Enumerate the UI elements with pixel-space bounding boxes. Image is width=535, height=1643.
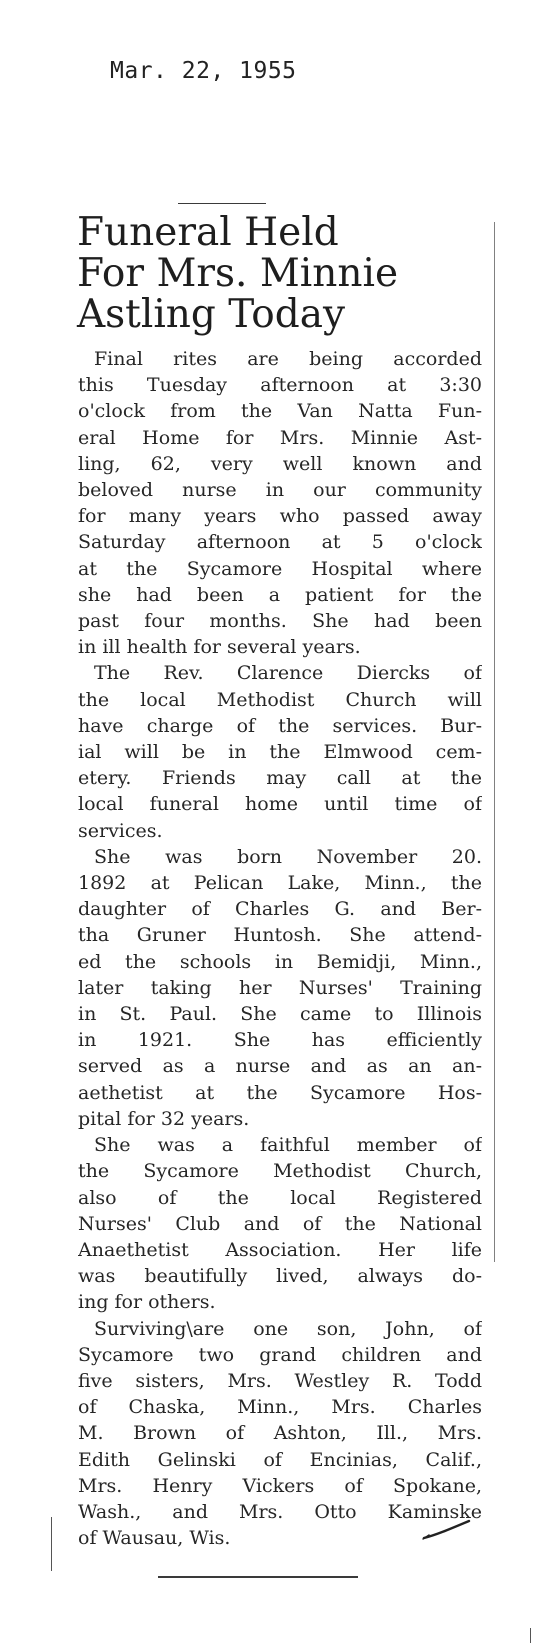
article-line: services. [78, 819, 163, 842]
article-paragraph [78, 1132, 482, 1315]
headline-line: Funeral Held [77, 210, 339, 255]
article-line: also of the local Registered [78, 1186, 482, 1209]
article-line: pital for 32 years. [78, 1107, 250, 1130]
article-line: tha Gruner Huntosh. She attend- [78, 924, 482, 947]
article-line: etery. Friends may call at the [78, 767, 482, 790]
headline-line: Astling Today [77, 292, 345, 337]
article-line: eral Home for Mrs. Minnie Ast- [78, 426, 482, 449]
article-line: Sycamore two grand children and [78, 1343, 482, 1366]
article-line: Anaethetist Association. Her life [78, 1238, 482, 1261]
article-body [78, 346, 482, 1551]
article-line: The Rev. Clarence Diercks of [94, 662, 482, 685]
article-line: at the Sycamore Hospital where [78, 557, 482, 580]
article-line: in 1921. She has efficiently [78, 1029, 482, 1052]
article-line: was beautifully lived, always do- [78, 1265, 482, 1288]
article-line: M. Brown of Ashton, Ill., Mrs. [78, 1422, 482, 1445]
article-line: served as a nurse and as an an- [78, 1055, 482, 1078]
article-line: She was born November 20. [94, 845, 482, 868]
column-border-right [494, 222, 495, 1262]
article-line: Nurses' Club and of the National [78, 1212, 482, 1235]
article-line: Edith Gelinski of Encinias, Calif., [78, 1448, 482, 1471]
pen-mark-icon [420, 1518, 472, 1542]
article-line: in ill health for several years. [78, 636, 361, 659]
article-line: Saturday afternoon at 5 o'clock [78, 531, 482, 554]
article-paragraph [78, 1316, 482, 1552]
article-line: this Tuesday afternoon at 3:30 [78, 374, 482, 397]
article-line: daughter of Charles G. and Ber- [78, 898, 482, 921]
article-line: of Wausau, Wis. [78, 1527, 231, 1550]
article-line: 1892 at Pelican Lake, Minn., the [78, 872, 482, 895]
article-line: have charge of the services. Bur- [78, 714, 482, 737]
article-line: local funeral home until time of [78, 793, 482, 816]
article-line: past four months. She had been [78, 610, 482, 633]
article-line: later taking her Nurses' Training [78, 976, 482, 999]
article-line: the Sycamore Methodist Church, [78, 1160, 482, 1183]
article-line: Final rites are being accorded [94, 348, 482, 370]
headline [77, 212, 477, 335]
article-paragraph [78, 660, 482, 843]
column-border-left [51, 1517, 52, 1571]
article-paragraph [78, 346, 482, 660]
article-line: ing for others. [78, 1291, 216, 1314]
article-line: ial will be in the Elmwood cem- [78, 741, 482, 764]
article-line: for many years who passed away [78, 505, 482, 528]
article-line: ed the schools in Bemidji, Minn., [78, 950, 482, 973]
headline-top-rule [178, 203, 266, 204]
article-line: ling, 62, very well known and [78, 452, 482, 475]
article-line: o'clock from the Van Natta Fun- [78, 400, 482, 423]
article-line: she had been a patient for the [78, 583, 482, 606]
article-line: five sisters, Mrs. Westley R. Todd [78, 1369, 482, 1392]
headline-line: For Mrs. Minnie [77, 251, 399, 296]
article-line: in St. Paul. She came to Illinois [78, 1003, 482, 1026]
article-line: the local Methodist Church will [78, 688, 482, 711]
clipping-date: Mar. 22, 1955 [110, 58, 297, 84]
scan-edge-mark [530, 1628, 531, 1643]
article-line: She was a faithful member of [94, 1134, 482, 1157]
article-line: of Chaska, Minn., Mrs. Charles [78, 1396, 482, 1419]
article-line: aethetist at the Sycamore Hos- [78, 1081, 482, 1104]
article-end-rule [158, 1576, 358, 1578]
article-line: Wash., and Mrs. Otto Kaminske [78, 1500, 482, 1523]
article-line: Surviving\are one son, John, of [94, 1317, 482, 1340]
article-line: beloved nurse in our community [78, 479, 482, 502]
article-line: Mrs. Henry Vickers of Spokane, [78, 1474, 482, 1497]
article-paragraph [78, 844, 482, 1132]
